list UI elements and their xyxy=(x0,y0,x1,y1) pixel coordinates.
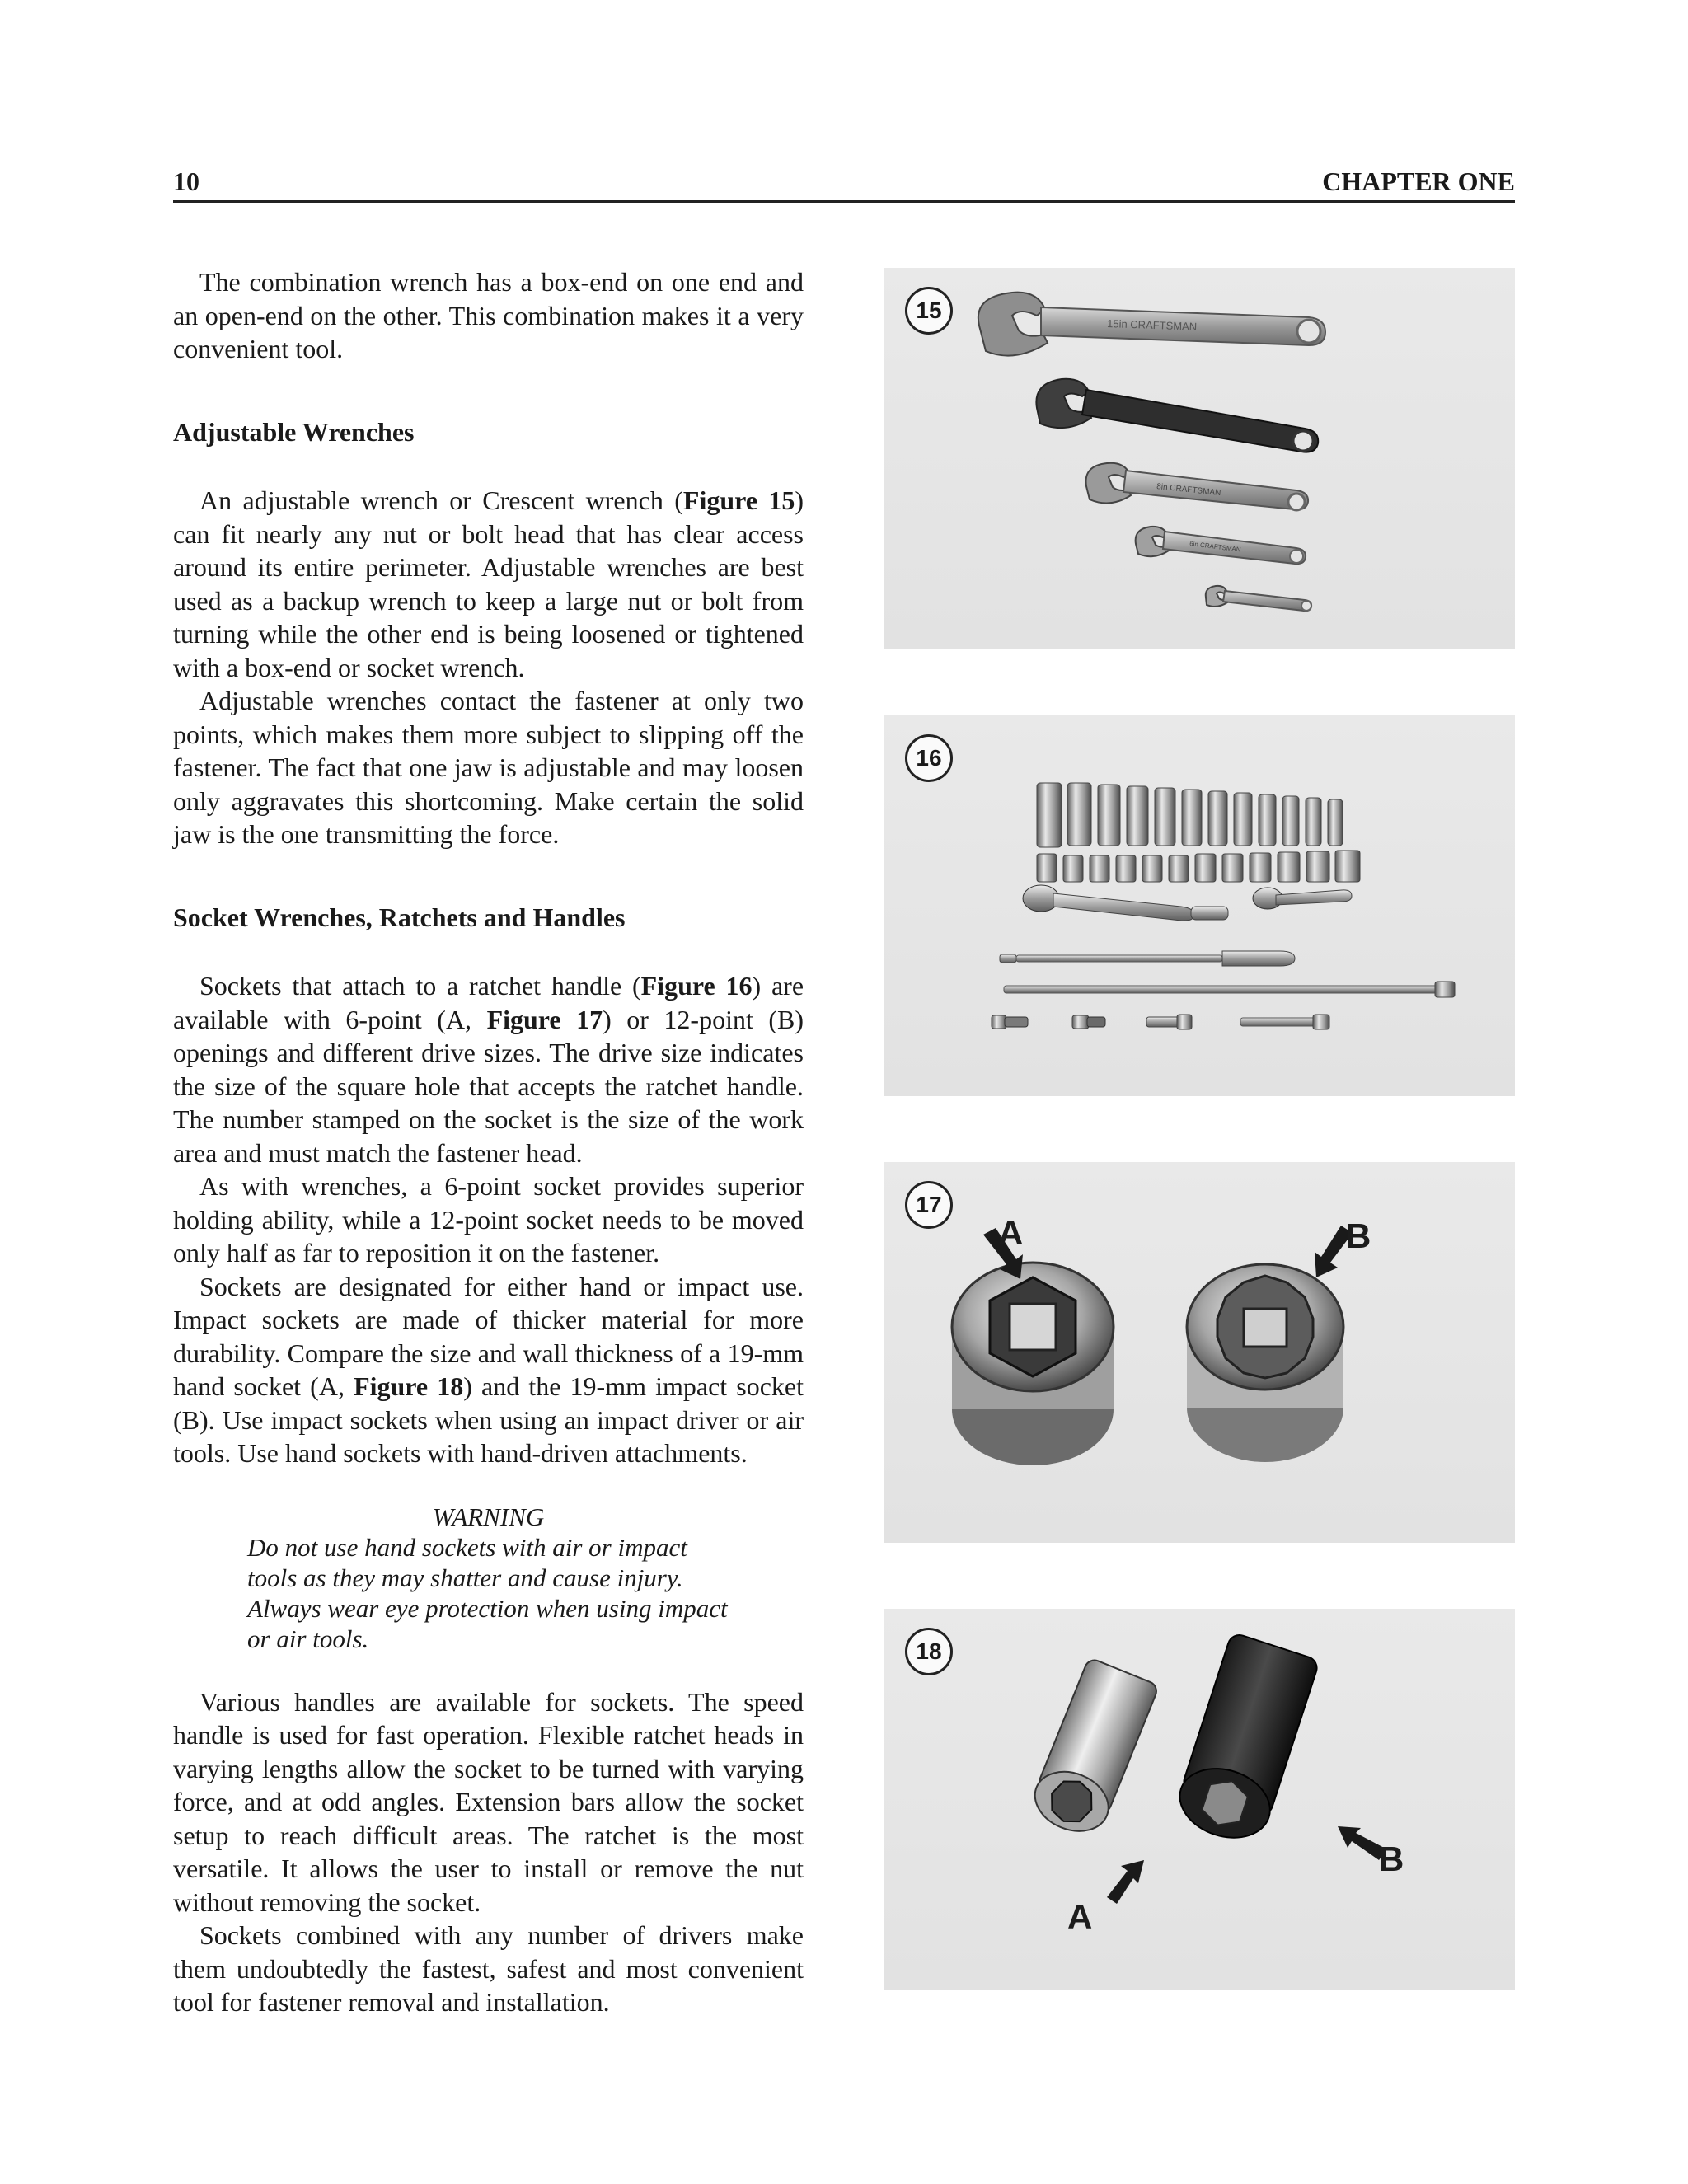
page-number: 10 xyxy=(173,166,199,196)
paragraph-handles-1: Various handles are available for sockets. The speed handle is used for fast operation. Flexible ratchet heads in varying lengths allow the socket to be turned with varying force, and at odd angles. Extension bars allow the socket setup to reach difficult areas. The ratchet is the most versatile. It allows the user to install or remove the nut without removing the socket. xyxy=(173,1686,804,1917)
figure-number-18: 18 xyxy=(905,1628,953,1675)
wrench-3-stamp: 8in CRAFTSMAN xyxy=(1156,482,1221,499)
figure-number-15: 15 xyxy=(905,287,953,335)
small-accessories-row xyxy=(992,1015,1329,1029)
warning-text: Do not use hand sockets with air or impact tools as they may shatter and cause injury. Always wear eye protection when using impact or air tools. xyxy=(247,1532,728,1653)
figure-ref-15[interactable]: Figure 15 xyxy=(682,485,795,515)
paragraph-sockets-2: As with wrenches, a 6-point socket provides superior holding ability, while a 12-point socket needs to be moved only half as far to reposition it on the fastener. xyxy=(173,1171,804,1268)
running-head: CHAPTER ONE xyxy=(1322,166,1515,196)
page-header xyxy=(173,163,1515,203)
shallow-sockets-row xyxy=(1037,851,1360,882)
heading-socket-wrenches: Socket Wrenches, Ratchets and Handles xyxy=(173,902,626,932)
text-column xyxy=(173,265,804,2019)
hand-socket xyxy=(1026,1657,1160,1842)
wrench-1-stamp: 15in CRAFTSMAN xyxy=(1106,317,1198,333)
figure-15 xyxy=(884,268,1515,649)
paragraph-adjustable-1: An adjustable wrench or Crescent wrench (Figure 15) can fit nearly any nut or bolt head that has clear access around its entire perimeter. Adjustable wrenches are best used as a backup wrench to keep a large nut or bolt from turning while the other end is being loosened or tightened with a box-end or socket wrench. xyxy=(173,485,804,682)
wrench-4-stamp: 6in CRAFTSMAN xyxy=(1189,540,1242,554)
figure-ref-16[interactable]: Figure 16 xyxy=(640,971,753,1001)
socket-set-photo xyxy=(884,715,1515,1096)
figure-ref-17[interactable]: Figure 17 xyxy=(486,1004,603,1034)
arrow-a xyxy=(1107,1860,1144,1904)
figure-18 xyxy=(884,1609,1515,1990)
paragraph-adjustable-2: Adjustable wrenches contact the fastener at only two points, which makes them more subject to slipping off the fastener. The fact that one jaw is adjustable and may loosen only aggravates this shortcoming. Make certain the solid jaw is the one transmitting the force. xyxy=(173,686,804,849)
hand-vs-impact-socket-photo xyxy=(884,1609,1515,1990)
paragraph-sockets-3: Sockets are designated for either hand or impact use. Impact sockets are made of thicker material for more durability. Compare the size and wall thickness of a 19-mm hand socket (A, Figure 18) and the 19-mm impact socket (B). Use impact sockets when using an impact driver or air tools. Use hand sockets with hand-driven attachments. xyxy=(173,1271,804,1468)
wrench-4 xyxy=(1136,527,1306,564)
wrench-5 xyxy=(1206,586,1311,611)
warning-box xyxy=(247,1502,729,1654)
callout-b: B xyxy=(1346,1216,1372,1255)
ratchet-large xyxy=(1023,885,1228,921)
callout-a: A xyxy=(998,1213,1024,1252)
wrench-2 xyxy=(1036,379,1318,452)
figure-ref-18[interactable]: Figure 18 xyxy=(354,1371,464,1401)
impact-socket xyxy=(1171,1632,1320,1849)
deep-sockets-row xyxy=(1037,783,1343,847)
figure-number-16: 16 xyxy=(905,734,953,782)
wrench-1 xyxy=(978,293,1325,356)
callout-a: A xyxy=(1067,1897,1093,1936)
socket-openings-photo xyxy=(884,1162,1515,1543)
figure-16 xyxy=(884,715,1515,1096)
long-extension xyxy=(1004,982,1455,997)
callout-b: B xyxy=(1379,1840,1404,1878)
figure-number-17: 17 xyxy=(905,1181,953,1229)
ratchet-small xyxy=(1253,888,1352,909)
figure-17 xyxy=(884,1162,1515,1543)
warning-title: WARNING xyxy=(432,1502,545,1531)
six-point-socket xyxy=(952,1263,1114,1465)
adjustable-wrenches-photo xyxy=(884,268,1515,649)
paragraph-combination-wrench: The combination wrench has a box-end on one end and an open-end on the other. This combination makes it a very convenient tool. xyxy=(173,267,804,363)
paragraph-sockets-1: Sockets that attach to a ratchet handle (Figure 16) are available with 6-point (A, Figure 17) or 12-point (B) openings and different drive sizes. The drive size indicates the size of the square hole that accepts the ratchet handle. The number stamped on the socket is the size of the work area and must match the fastener head. xyxy=(173,971,804,1168)
paragraph-handles-2: Sockets combined with any number of drivers make them undoubtedly the fastest, safest and most convenient tool for fastener removal and installation. xyxy=(173,1920,804,2017)
heading-adjustable-wrenches: Adjustable Wrenches xyxy=(173,416,415,447)
speed-handle xyxy=(1000,951,1295,966)
wrench-3 xyxy=(1086,463,1309,510)
twelve-point-socket xyxy=(1187,1264,1343,1462)
